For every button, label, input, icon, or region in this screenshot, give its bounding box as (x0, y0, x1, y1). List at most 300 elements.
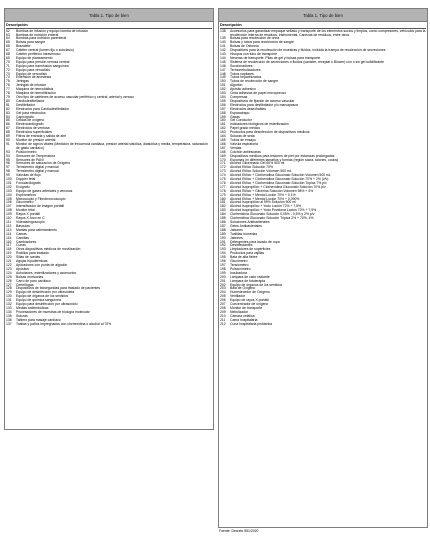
row-number: 77 (6, 87, 10, 92)
row-number: 117 (6, 243, 12, 248)
row-number: 98 (6, 169, 10, 174)
row-number: 107 (6, 204, 12, 209)
row-description: Equipo de venoclisis (16, 71, 47, 76)
row-list (6, 30, 212, 327)
row-description: Brazalete (16, 44, 31, 49)
row-description: Mantas para calentamiento (16, 227, 57, 232)
row-description: Alcohol Isopropílico + Yodo Loción 72% + 7,5% (230, 204, 302, 209)
row-number: 194 (220, 251, 226, 256)
row-description: Medias antiembólicas (16, 305, 49, 310)
row-number: 165 (220, 137, 226, 142)
row-number: 109 (6, 212, 12, 217)
row-description: Glucómetro (16, 200, 34, 205)
row-number: 85 (6, 118, 10, 123)
row-description: Compresas (230, 95, 248, 99)
row-number: 106 (6, 200, 12, 205)
row-number: 169 (220, 153, 226, 158)
row-number: 73 (6, 71, 10, 76)
row-description: Lámpara de fototerapia (230, 278, 266, 283)
row-description: Geles Antibacteriales (230, 223, 262, 228)
row-description: Electrodos de ventosa (16, 126, 50, 131)
row-number: 120 (6, 255, 12, 260)
table-row (6, 323, 212, 327)
row-description: Cinta adhesiva de papel microporoso (230, 91, 286, 96)
row-description: Esparadrapo (230, 110, 250, 115)
row-description: Termómetro digital y manual (16, 165, 59, 170)
row-description: Bata de alta fiebre (230, 255, 258, 260)
row-number: 93 (6, 149, 10, 154)
row-number: 168 (220, 149, 226, 154)
row-number: 111 (6, 220, 12, 224)
row-description: Termómetro digital y manual (16, 169, 59, 174)
table-title: Tabla 1. Tipo de bien (218, 8, 428, 22)
row-number: 114 (6, 231, 12, 236)
row-number: 78 (6, 91, 10, 96)
row-number: 160 (220, 118, 226, 123)
row-description: Bolsas de Ostomía (230, 44, 259, 49)
row-description: Limpiadores de superficies (230, 247, 271, 252)
row-number: 123 (6, 266, 12, 271)
row-description: Fonocardiógrafo (16, 180, 41, 185)
row-number: 179 (220, 192, 226, 197)
row-number: 196 (220, 259, 226, 264)
row-number: 203 (220, 286, 226, 291)
row-number: 88 (6, 130, 10, 135)
row-number: 161 (220, 122, 226, 127)
row-number: 208 (220, 305, 226, 310)
row-number: 113 (6, 227, 12, 232)
row-number: 212 (220, 321, 226, 326)
row-number: 190 (220, 235, 226, 240)
row-description: Productos para desinfección de dispositivos médicos (230, 130, 310, 135)
row-description: Bolsas para recolección de orina (230, 36, 280, 41)
row-description: Gel para electrodos (16, 110, 46, 115)
row-number: 74 (6, 75, 10, 80)
row-description: Válvula espiratoria (230, 141, 258, 146)
row-number: 153 (220, 91, 226, 96)
row-number: 155 (220, 98, 226, 103)
row-description: Bombas de infusión y equipo bomba de infusión (16, 28, 89, 33)
row-number: 136 (6, 317, 12, 322)
row-number: 159 (220, 114, 226, 119)
row-number: 183 (220, 208, 226, 213)
row-number: 173 (220, 169, 226, 174)
row-description: Alcohol Isopropílico + Clorhexidina Gluconato Solución 70% p/v (230, 184, 326, 189)
row-number: 139 (220, 36, 226, 41)
row-number: 90 (6, 137, 10, 142)
row-description: Incubadora (230, 270, 247, 275)
row-description: Gel Conductor (230, 118, 252, 123)
row-description: Sensores de saturación de Oxígeno (16, 161, 71, 166)
row-number: 200 (220, 274, 226, 279)
row-number: 108 (6, 208, 12, 213)
row-number: 170 (220, 157, 226, 162)
row-number: 79 (6, 95, 10, 99)
row-number: 68 (6, 52, 10, 57)
row-description: Cardiodesfibrilador (16, 98, 45, 103)
right-table (218, 8, 428, 533)
row-description: Suturas (16, 313, 28, 318)
row-number: 158 (220, 110, 226, 115)
row-description: Alcohol Glicerinado Gel 60% 500 ml (230, 161, 285, 166)
row-description: Equipo de rayos X portátil (230, 298, 269, 303)
row-number: 99 (6, 173, 10, 178)
row-number: 91 (6, 141, 10, 146)
row-number: 185 (220, 216, 226, 221)
row-description: Alcohol Etílico + Mentol Loción 70% + 0,1% (230, 192, 296, 197)
row-description: Procesadores de muestras de biología molecular (16, 309, 90, 314)
row-number: 171 (220, 161, 226, 166)
row-description: Jeringas (16, 79, 29, 84)
row-number: 134 (6, 309, 12, 314)
row-number: 157 (220, 106, 226, 111)
row-description: Válvulas de flujo (16, 173, 41, 178)
row-number: 122 (6, 262, 12, 267)
row-number: 130 (6, 294, 12, 299)
row-description: Accesorios para garantizar empaque sellado y transporte de los elementos sucios y limpios, como compresores, vehículos para la recolección interna de residuos, instrumental, Canecas de residuos, entre otros. (230, 28, 426, 37)
row-description: Cámara cefálica (230, 313, 255, 318)
row-description: Detergentes para lavado de ropa (230, 239, 280, 244)
row-description: Espumas /m diferentes tamaños y formas (región sacra, talones, codos) (230, 157, 339, 162)
row-description: Toallitas húmedas (230, 231, 258, 236)
row-number: 126 (6, 278, 12, 283)
row-description: Alcohol Isopropílico + Yodo Povidona Loción 72% + 7,5% (230, 208, 317, 213)
row-description: Equipo de planeamiento (16, 55, 53, 60)
row-description: Desinfectantes (230, 243, 253, 248)
row-number: 75 (6, 79, 10, 84)
row-number: 209 (220, 309, 226, 314)
description-header: Descripción (6, 23, 212, 29)
row-description: Toallas y paños impregnados con clorhexidina o alcohol al 70% (16, 321, 112, 326)
row-number: 202 (220, 282, 226, 287)
row-number: 186 (220, 220, 226, 224)
row-description: Equipo para venoclisis (16, 67, 50, 72)
row-number: 82 (6, 106, 10, 111)
row-description: Desfibrilador (16, 102, 36, 107)
table-title: Tabla 1. Tipo de bien (4, 8, 214, 22)
row-description: Jabones (230, 235, 243, 240)
row-number: 142 (220, 48, 226, 53)
row-number: 187 (220, 223, 226, 228)
row-number: 89 (6, 134, 10, 139)
row-number: 172 (220, 165, 226, 170)
row-description: Bombas de nutrición enteral (16, 32, 59, 37)
row-number: 81 (6, 102, 10, 107)
row-number: 76 (6, 83, 10, 88)
row-number: 84 (6, 114, 10, 119)
row-description: Celdas de oxígeno (16, 118, 45, 123)
row-number: 86 (6, 122, 10, 127)
row-description: Tubos de ensayo (230, 137, 256, 142)
row-number: 131 (6, 298, 12, 303)
row-description: Sensores de PANI (16, 157, 44, 162)
row-description: Otro tipo de catéteres de acceso vascular periférico y central, arterial y venoso (16, 95, 134, 99)
row-description: Alcohol Etílico Solución Volumen 500 mL (230, 169, 292, 174)
row-description: Vendas (230, 145, 242, 150)
row-number: 80 (6, 98, 10, 103)
row-description: Equipo de órganos de los sentidos (16, 294, 69, 299)
row-number: 66 (6, 44, 10, 49)
row-number: 65 (6, 40, 10, 45)
row-description: Algodón (230, 83, 243, 88)
row-description: Succionadores (230, 63, 253, 68)
row-number: 132 (6, 302, 12, 307)
row-number: 72 (6, 67, 10, 72)
row-description: Carro de paro cardiaco (16, 278, 51, 283)
row-description: Cambiadores (16, 239, 37, 244)
row-number: 211 (220, 317, 226, 322)
row-description: Productos para vajillas (230, 251, 265, 256)
row-number: 146 (220, 63, 226, 68)
table-body (4, 22, 214, 430)
row-description: Jeringas de infusión (16, 83, 47, 88)
row-description: Colchón antiescaras (230, 149, 261, 154)
row-description: Equipo para desinfección por ultrasonido (16, 302, 78, 307)
row-number: 69 (6, 55, 10, 60)
row-description: Tubos de recolección de sangre (230, 79, 279, 84)
row-number: 94 (6, 153, 10, 158)
row-number: 164 (220, 134, 226, 139)
row-number: 174 (220, 173, 226, 178)
row-number: 163 (220, 130, 226, 135)
row-number: 193 (220, 247, 226, 252)
row-description: Hisopos con tubo de transporte (230, 52, 278, 57)
row-number: 71 (6, 63, 10, 68)
row-number: 118 (6, 247, 12, 252)
row-description: Camillas (16, 235, 29, 240)
left-table (4, 8, 214, 430)
row-number: 178 (220, 188, 226, 193)
row-description: Equipo para presión venosa central (16, 59, 70, 64)
row-number: 96 (6, 161, 10, 166)
row-number: 101 (6, 180, 12, 185)
row-number: 154 (220, 95, 226, 99)
row-description: Máquina de hemodiálisis (16, 87, 54, 92)
row-description: Alcohol Etílico + Clorhexidina Gluconato Solución Tópica 7% p/v (230, 180, 327, 185)
row-description: Pulsioxímetro (230, 266, 251, 271)
row-description: Ventilador (230, 294, 246, 299)
row-description: Humedecedor de Oxígeno (230, 290, 270, 295)
row-number: 204 (220, 290, 226, 295)
row-description: Catéter periférico intravenoso (16, 52, 61, 57)
row-description: Rodillos para traslado (16, 251, 49, 256)
row-number: 210 (220, 313, 226, 318)
row-number: 138 (220, 28, 226, 33)
row-description: Rayos X Arco en C (16, 216, 45, 221)
row-description: Alcohol Etílico + Glicerina Solución Volumen 98% + 4% (230, 188, 314, 193)
row-description: Indicadores biológicos de esterilización (230, 122, 289, 127)
row-number: 133 (6, 305, 12, 310)
row-number: 110 (6, 216, 12, 221)
row-number: 62 (6, 28, 10, 33)
description-header: Descripción (220, 23, 426, 29)
row-number: 143 (220, 52, 226, 57)
row-description: Dispositivos para la recolección de muestras y fluidos, incluida la trampa de recolección de secreciones (230, 48, 386, 53)
row-list (220, 30, 426, 327)
row-number: 137 (6, 321, 12, 326)
row-description: Ecógrafo (16, 184, 30, 189)
row-number: 70 (6, 59, 10, 64)
row-description: Electrodos desechables (230, 106, 267, 111)
row-description: Lámpara de calor radiante (230, 274, 270, 279)
row-description: Dispositivos de fijación de acceso vascular (230, 98, 295, 103)
row-number: 150 (220, 79, 226, 84)
row-number: 162 (220, 126, 226, 131)
row-number: 206 (220, 298, 226, 303)
row-description: Sensores de Temperatura (16, 153, 55, 158)
row-description: Cama hospitalaria (230, 317, 258, 322)
row-number: 116 (6, 239, 12, 244)
row-description: Equipo de gases arteriales y venosos (16, 188, 73, 193)
row-description: Monitor de transporte (230, 305, 263, 310)
row-description: Termonebulizadores (230, 67, 261, 72)
row-number: 112 (6, 223, 12, 228)
table-row (220, 323, 426, 327)
row-number: 147 (220, 67, 226, 72)
row-description: Microscopio y Fibrobroncoscopio (16, 196, 66, 201)
row-description: Electrodos para desfibrilador y/o marcapasos (230, 102, 299, 107)
row-number: 63 (6, 32, 10, 37)
row-description: Bombas para nutrición parenteral (16, 36, 67, 41)
row-number: 151 (220, 83, 226, 88)
row-description: Electrodos para Cardiodesfibrilador (16, 106, 70, 111)
row-number: 205 (220, 294, 226, 299)
row-description: Cuna hospitalaria pediátrica (230, 321, 273, 326)
row-description: Pulsioxímetro (16, 149, 37, 154)
row-number: 95 (6, 157, 10, 162)
row-description: Videolaringoscopio (16, 220, 45, 224)
row-number: 149 (220, 75, 226, 80)
row-description: Dispositivos de bioseguridad para traslado de pacientes (16, 286, 101, 291)
row-number: 182 (220, 204, 226, 209)
row-description: Tubos heparinizados (230, 75, 262, 80)
row-description: Apósitos (16, 266, 30, 271)
row-number: 180 (220, 196, 226, 201)
row-description: Autoclaves, esterilizadores y accesorios (16, 270, 77, 275)
row-description: Otros dispositivos médicos de movilización (16, 247, 81, 252)
row-description: Cunas (16, 243, 26, 248)
row-description: Glucómetro (230, 259, 248, 264)
row-number: 140 (220, 40, 226, 45)
row-number: 64 (6, 36, 10, 41)
row-number: 188 (220, 227, 226, 232)
row-description: Rayos X portátil (16, 212, 40, 217)
row-description: Clorhexidina Gluconato Solución Tópica 2% + 70%, 4% (230, 216, 314, 221)
row-description: Soluciones Antibacteriales (230, 220, 270, 224)
row-description: Monitor de signos vitales (Medición de frecuencia cardiaca, presión arterial sistólica, diastólica y media, temperatura, saturación de gasto cardiaco) (16, 141, 208, 150)
row-description: Bolsas mortuorias (16, 274, 44, 279)
row-number: 166 (220, 141, 226, 146)
row-number: 87 (6, 126, 10, 131)
row-description: Tubos capilares (230, 71, 254, 76)
row-number: 97 (6, 165, 10, 170)
row-description: Sistema de recolección de secreciones o fluidos (canister, receptal o Blower) con o sin gel solidificante (230, 59, 384, 64)
row-description: Máquina de hemofiltración (16, 91, 56, 96)
source-note: Fuente: Decreto 551/2020 (219, 529, 259, 533)
row-description: Alcohol Etílico Solución 70% (230, 165, 273, 170)
row-description: Jabones (230, 227, 243, 232)
row-number: 121 (6, 259, 12, 264)
row-number: 199 (220, 270, 226, 275)
row-description: Concentrador de oxígeno (230, 302, 269, 307)
row-number: 152 (220, 87, 226, 92)
row-number: 144 (220, 55, 226, 60)
row-number: 197 (220, 262, 226, 267)
row-description: Alcohol Etílico + Clorhexidina Gluconato Solución Volumen 500 mL (230, 173, 331, 178)
row-description: Monitor fetal (16, 208, 35, 213)
row-number: 102 (6, 184, 12, 189)
row-description: Alcohol Isopropílico al 99% Solución 500 ml (230, 200, 296, 205)
row-description: Básculas (16, 223, 30, 228)
row-description: Alcohol Etílico + Clorhexidina Gluconato Solución 70% + 2% (v/v) (230, 177, 329, 182)
row-description: Nebulizador (230, 309, 249, 314)
row-number: 100 (6, 177, 12, 182)
row-number: 177 (220, 184, 226, 189)
row-number: 83 (6, 110, 10, 115)
row-number: 67 (6, 48, 10, 53)
row-description: Doppler fetal (16, 177, 36, 182)
row-number: 148 (220, 71, 226, 76)
row-description: Neveras de transporte. Pilas de gel y bolsas para transporte (230, 55, 321, 60)
row-number: 191 (220, 239, 226, 244)
row-number: 156 (220, 102, 226, 107)
row-number: 141 (220, 44, 226, 49)
row-number: 105 (6, 196, 12, 201)
row-number: 175 (220, 177, 226, 182)
row-number: 176 (220, 180, 226, 185)
row-description: Electrocardiógrafo (16, 122, 44, 127)
row-number: 104 (6, 192, 12, 197)
row-number: 135 (6, 313, 12, 318)
row-number: 115 (6, 235, 12, 240)
row-description: Electrodos superficiales (16, 130, 52, 135)
row-description: Equipo de desinfección por ultravioleta (16, 290, 75, 295)
row-number: 207 (220, 302, 226, 307)
row-number: 127 (6, 282, 12, 287)
row-description: Camas (16, 231, 27, 236)
row-description: Clorhexidina Gluconato Solución 0,05% - 0,5% y 2% p/v (230, 212, 315, 217)
row-description: Equipo de órganos de los sentidos (230, 282, 283, 287)
row-description: Monitor de presión arterial (16, 137, 56, 142)
row-description: Apósito adhesivo (230, 87, 256, 92)
row-number: 124 (6, 270, 12, 275)
row-description: Extensión de anestesia (16, 75, 52, 80)
row-number: 201 (220, 278, 226, 283)
row-description: Bala de Oxígeno (230, 286, 256, 291)
row-description: Espirómetros (16, 192, 36, 197)
row-number: 167 (220, 145, 226, 150)
row-description: Tablero para masaje cardíaco (16, 317, 61, 322)
row-number: 181 (220, 200, 226, 205)
row-number: 103 (6, 188, 12, 193)
row-description: Suturas de seda (230, 134, 255, 139)
row-number: 192 (220, 243, 226, 248)
row-number: 145 (220, 59, 226, 64)
row-description: Agujas hipodérmicas (16, 259, 48, 264)
row-description: Bolsas para sangre (16, 40, 46, 45)
row-description: Equipo para transfusión sanguínea (16, 63, 69, 68)
row-number: 125 (6, 274, 12, 279)
row-description: Catéter central (lumen fijo o subclavio) (16, 48, 74, 53)
row-description: Dispositivos médicos para lesiones de piel por estancias prolongadas (230, 153, 335, 158)
row-description: Bolsas y tubos para recolección de sangre (230, 40, 294, 45)
row-number: 129 (6, 290, 12, 295)
row-description: Gasas (230, 114, 240, 119)
row-number: 128 (6, 286, 12, 291)
row-number: 195 (220, 255, 226, 260)
row-description: Intensificador de imagen portátil (16, 204, 65, 209)
table-body (218, 22, 428, 528)
